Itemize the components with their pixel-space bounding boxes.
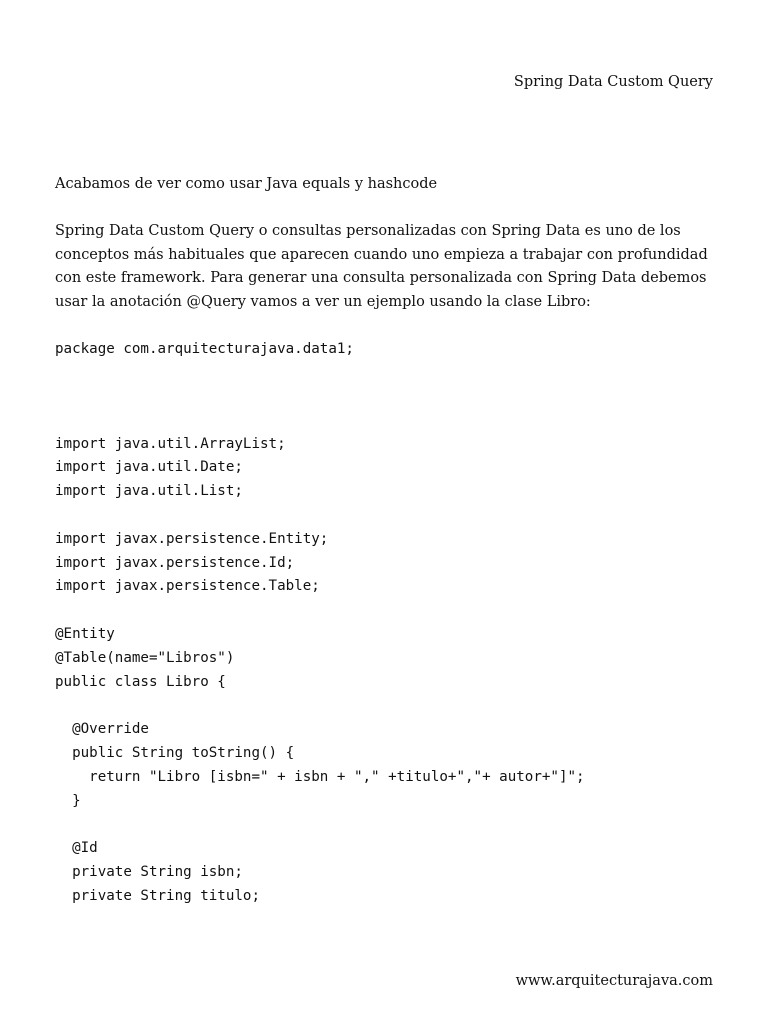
page-header-title: Spring Data Custom Query bbox=[513, 74, 713, 90]
java-code-block: package com.arquitecturajava.data1; import java.util.ArrayList; import java.util.Date; import java.util.List; import javax.persistence.Entity; import javax.persistence.Id; import javax.persistence.Table; @Entity @Table(name="Libros") public class Libro { @Override public String toString() { return "Libro [isbn=" + isbn + "," +titulo+","+ autor+"]"; } @Id private String isbn; private String titulo; bbox=[55, 340, 585, 904]
description-paragraph: Spring Data Custom Query o consultas personalizadas con Spring Data es uno de los conceptos más habituales que aparecen cuando uno empieza a trabajar con profundidad con este framework. Para generar una consulta personalizada con Spring Data debemos usar la anotación @Query vamos a ver un ejemplo usando la clase Libro: bbox=[55, 223, 708, 310]
footer-website-url: www.arquitecturajava.com bbox=[515, 973, 713, 989]
document-content bbox=[55, 173, 720, 909]
intro-text: Acabamos de ver como usar Java equals y hashcode bbox=[55, 176, 438, 192]
